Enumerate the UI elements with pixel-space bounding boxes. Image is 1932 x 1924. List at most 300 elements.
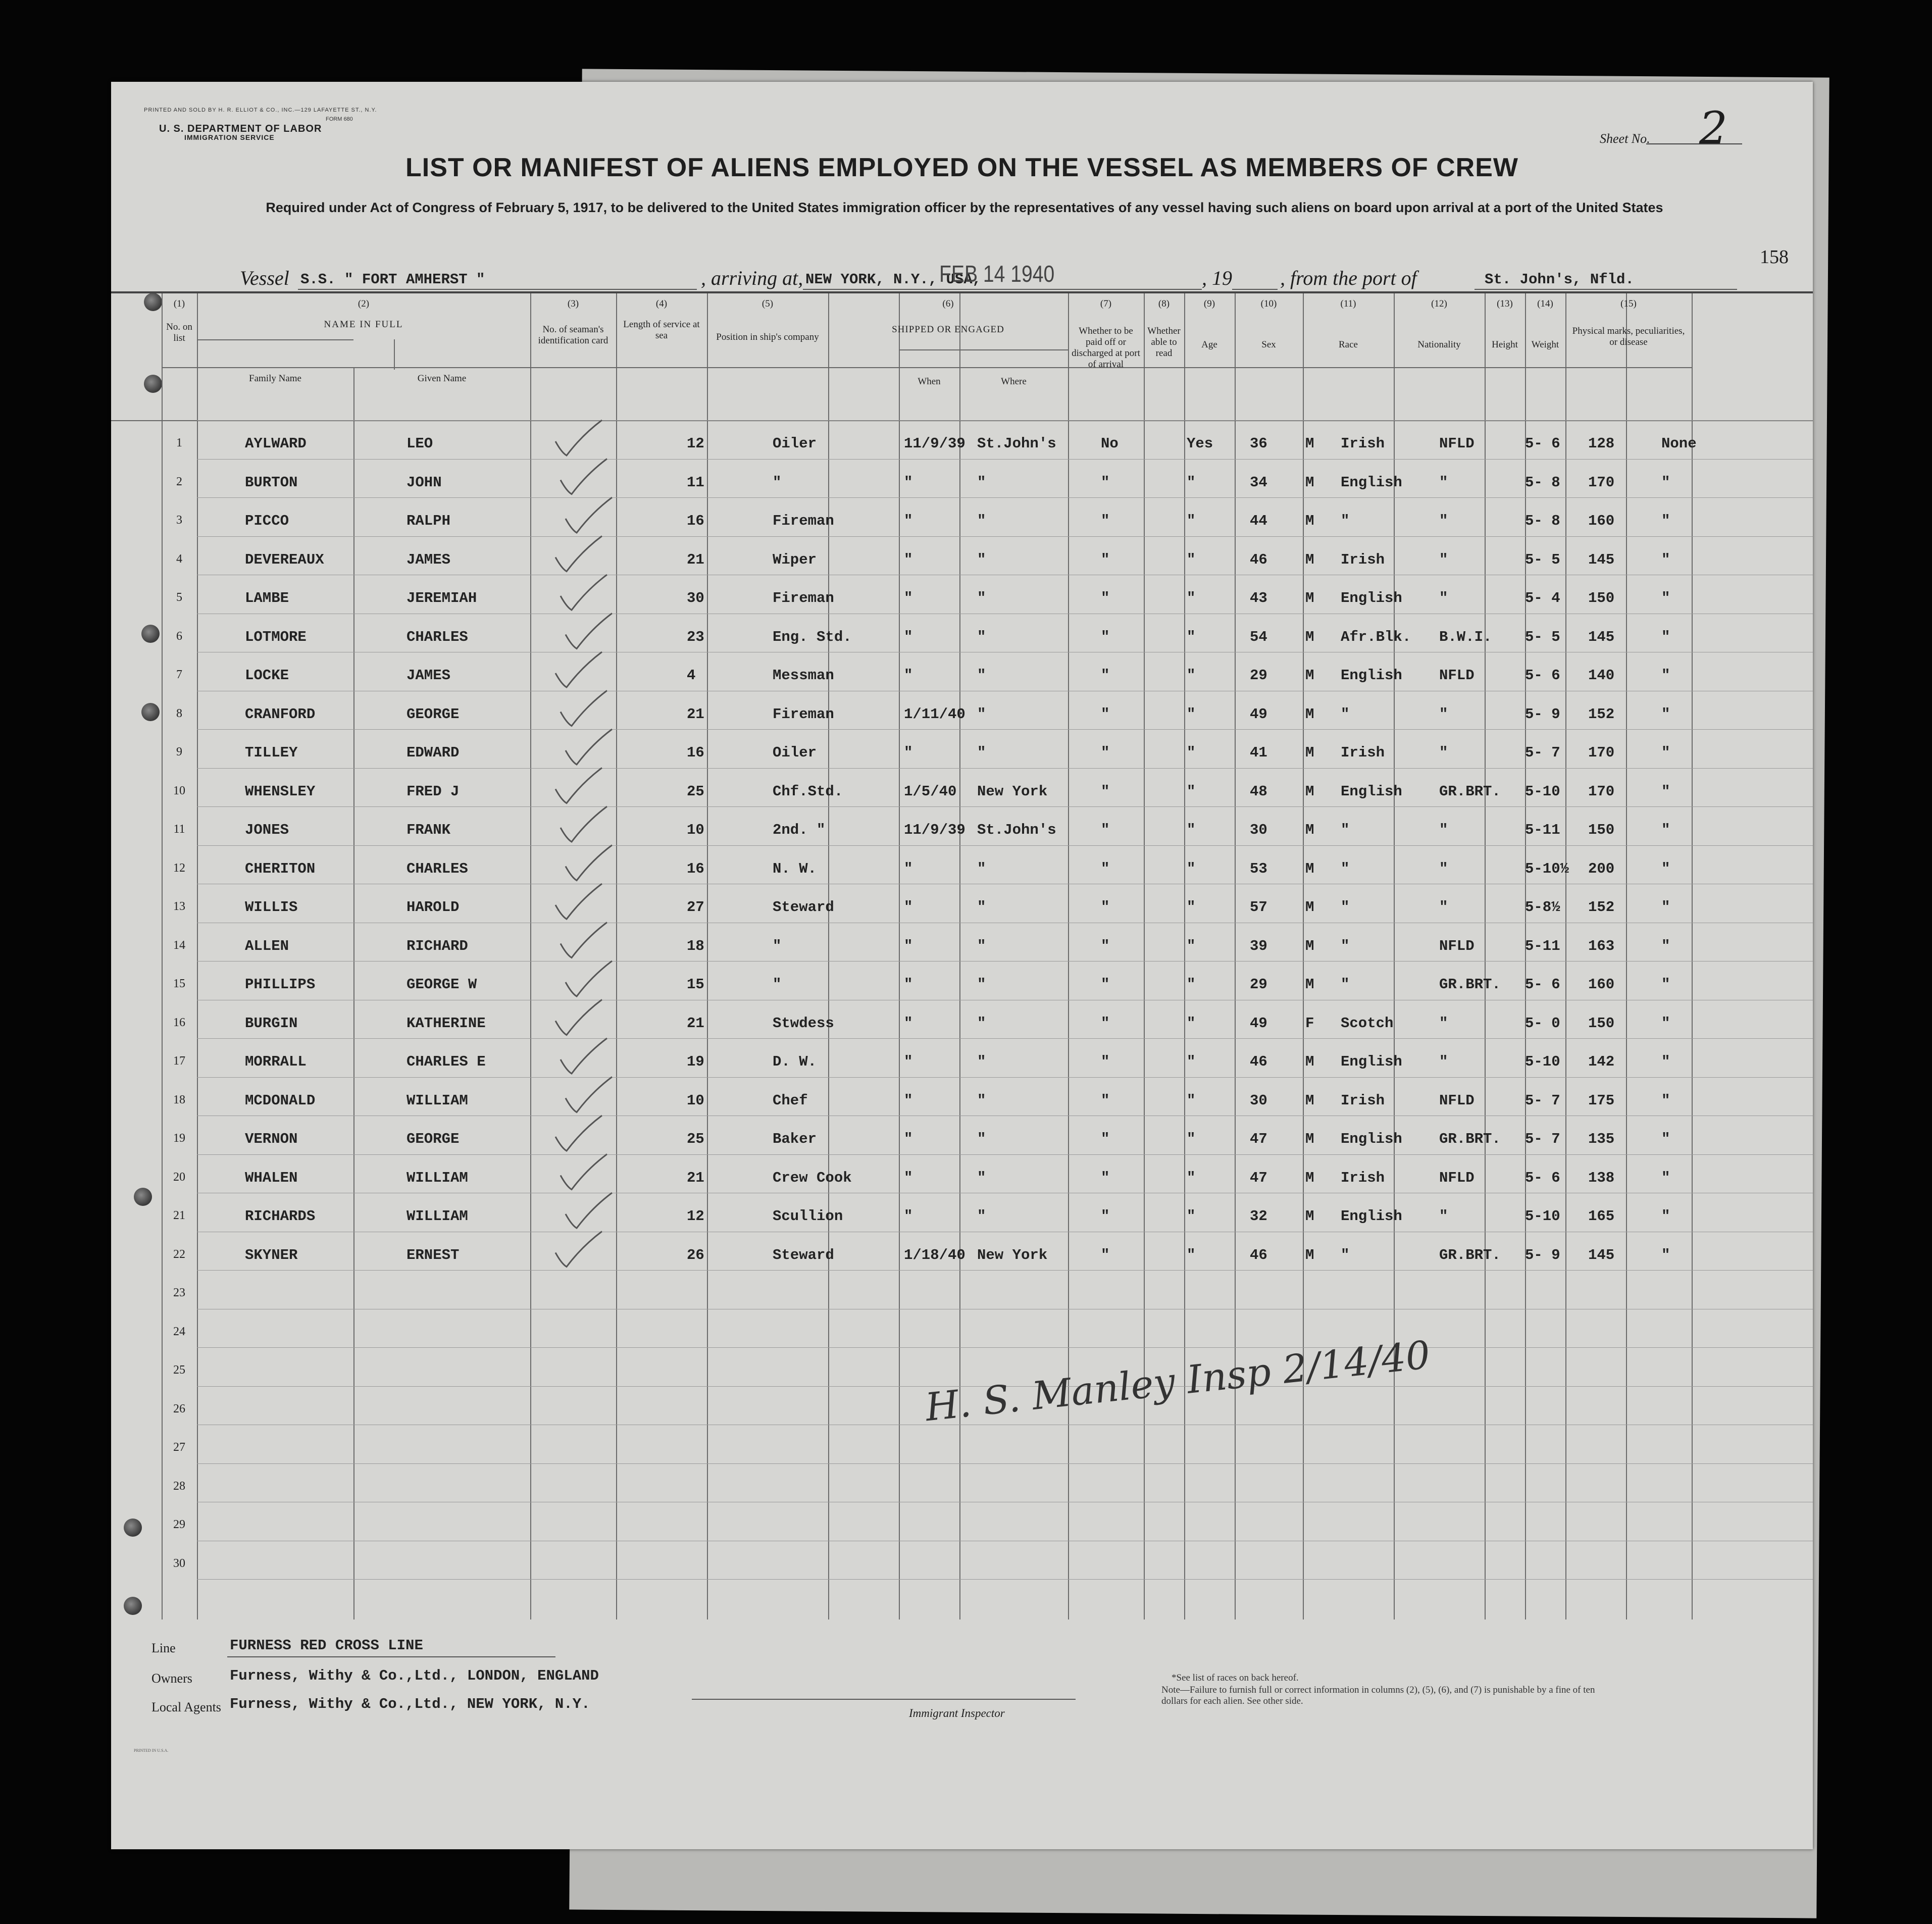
shipped-when: " (904, 899, 913, 916)
family-name: RICHARDS (245, 1208, 316, 1225)
paid-off: " (1101, 976, 1110, 993)
race: Afr.Blk. (1341, 628, 1411, 645)
able-to-read: " (1187, 822, 1196, 838)
age: 36 (1250, 435, 1267, 452)
given-name: JOHN (406, 474, 442, 491)
sex: F (1305, 1015, 1314, 1032)
physical-marks: " (1661, 474, 1670, 491)
paid-off: " (1101, 590, 1110, 606)
age: 47 (1250, 1131, 1267, 1147)
age: 47 (1250, 1169, 1267, 1186)
column-header-c12: Nationality (1417, 339, 1461, 350)
able-to-read: " (1187, 899, 1196, 916)
weight: 128 (1588, 435, 1615, 452)
column-header-c14: Weight (1531, 339, 1559, 350)
weight: 150 (1588, 822, 1615, 838)
sex: M (1305, 976, 1314, 993)
position: D. W. (773, 1053, 817, 1070)
height: 5- 6 (1525, 1169, 1560, 1186)
nationality: " (1439, 1015, 1448, 1032)
sex: M (1305, 744, 1314, 761)
able-to-read: " (1187, 976, 1196, 993)
physical-marks: " (1661, 976, 1670, 993)
position: Fireman (773, 705, 834, 723)
nationality: " (1439, 513, 1448, 529)
row-number: 14 (173, 938, 185, 952)
height: 5-11 (1525, 937, 1560, 954)
able-to-read: " (1187, 474, 1196, 491)
family-name: WHALEN (245, 1169, 298, 1186)
column-header-c9: Age (1201, 339, 1217, 350)
document-title: LIST OR MANIFEST OF ALIENS EMPLOYED ON THE VESSEL AS MEMBERS OF CREW (405, 153, 1518, 182)
nationality: NFLD (1439, 1092, 1475, 1109)
weight: 145 (1588, 551, 1615, 568)
given-name-header: Given Name (417, 373, 467, 384)
family-name: WHENSLEY (245, 783, 316, 800)
age: 41 (1250, 744, 1267, 761)
race: " (1341, 976, 1350, 993)
able-to-read: " (1187, 551, 1196, 568)
weight: 175 (1588, 1092, 1615, 1109)
age: 32 (1250, 1208, 1267, 1225)
paid-off: " (1101, 1053, 1110, 1070)
check-mark (566, 497, 612, 533)
weight: 150 (1588, 590, 1615, 606)
shipped-when: " (904, 1169, 913, 1186)
given-name: CHARLES (406, 628, 468, 645)
check-mark (566, 1077, 612, 1112)
physical-marks: " (1661, 667, 1670, 684)
paid-off: " (1101, 899, 1110, 916)
nationality: NFLD (1439, 667, 1475, 684)
given-name: FRANK (406, 822, 451, 838)
sex: M (1305, 822, 1314, 838)
physical-marks: " (1661, 1169, 1670, 1186)
physical-marks: " (1661, 1092, 1670, 1109)
weight: 170 (1588, 474, 1615, 491)
paid-off: " (1101, 551, 1110, 568)
weight: 163 (1588, 937, 1615, 954)
service-length: 11 (687, 474, 704, 491)
sex: M (1305, 551, 1314, 568)
paid-off: " (1101, 705, 1110, 723)
when-header: When (918, 376, 941, 387)
inspector-label: Immigrant Inspector (909, 1707, 1005, 1719)
position: N. W. (773, 860, 817, 877)
physical-marks: " (1661, 899, 1670, 916)
row-number: 24 (173, 1325, 185, 1338)
physical-marks: " (1661, 513, 1670, 529)
family-name: LOTMORE (245, 628, 307, 645)
row-number: 26 (173, 1402, 185, 1415)
nationality: " (1439, 1208, 1448, 1225)
column-header-c11: Race (1339, 339, 1358, 350)
weight: 170 (1588, 783, 1615, 800)
row-number: 2 (176, 475, 182, 488)
family-name: JONES (245, 822, 289, 838)
check-mark (561, 923, 607, 958)
service-length: 25 (687, 783, 704, 800)
sheet-number: 2 (1699, 102, 1727, 154)
row-number: 8 (176, 706, 182, 720)
weight: 170 (1588, 744, 1615, 761)
nationality: GR.BRT. (1439, 783, 1501, 800)
position: 2nd. " (773, 822, 826, 838)
check-mark (555, 536, 602, 572)
sex: M (1305, 1053, 1314, 1070)
shipped-when: 1/18/40 (904, 1246, 965, 1263)
paid-off: " (1101, 628, 1110, 645)
paid-off: " (1101, 1015, 1110, 1032)
weight: 165 (1588, 1208, 1615, 1225)
service-length: 19 (687, 1053, 704, 1070)
paid-off: " (1101, 474, 1110, 491)
nationality: B.W.I. (1439, 628, 1492, 645)
family-name: PHILLIPS (245, 976, 316, 993)
year-prefix: , 19 (1202, 267, 1232, 289)
sex: M (1305, 1246, 1314, 1263)
race: " (1341, 860, 1350, 877)
row-number: 16 (173, 1016, 185, 1029)
row-number: 27 (173, 1441, 185, 1454)
service-length: 10 (687, 822, 704, 838)
shipped-where: " (977, 513, 986, 529)
service-length: 21 (687, 1015, 704, 1032)
family-name: PICCO (245, 513, 289, 529)
able-to-read: " (1187, 667, 1196, 684)
nationality: " (1439, 590, 1448, 606)
service-length: 16 (687, 744, 704, 761)
height: 5- 5 (1525, 551, 1560, 568)
service-length: 21 (687, 551, 704, 568)
position: Steward (773, 1246, 834, 1263)
position: " (773, 937, 782, 954)
physical-marks: " (1661, 860, 1670, 877)
column-header-c13: Height (1492, 339, 1518, 350)
able-to-read: " (1187, 513, 1196, 529)
position: Chf.Std. (773, 783, 843, 800)
race: Irish (1341, 551, 1385, 568)
nationality: GR.BRT. (1439, 1131, 1501, 1147)
weight: 152 (1588, 705, 1615, 723)
shipped-when: 1/11/40 (904, 705, 965, 723)
position: Baker (773, 1131, 817, 1147)
shipped-when: " (904, 590, 913, 606)
row-number: 19 (173, 1132, 185, 1145)
given-name: RALPH (406, 513, 451, 529)
column-header-c15: Physical marks, peculiarities, or disease (1572, 326, 1685, 347)
height: 5- 5 (1525, 628, 1560, 645)
column-number-c12: (12) (1431, 298, 1447, 309)
weight: 140 (1588, 667, 1615, 684)
check-mark (555, 1232, 602, 1267)
family-name: MCDONALD (245, 1092, 316, 1109)
given-name: JAMES (406, 551, 451, 568)
check-mark (566, 1193, 612, 1228)
family-name: MORRALL (245, 1053, 307, 1070)
position: Fireman (773, 590, 834, 606)
height: 5- 4 (1525, 590, 1560, 606)
given-name: EDWARD (406, 744, 460, 761)
sex: M (1305, 705, 1314, 723)
arriving-underline (803, 289, 1202, 290)
date-stamp: FEB 14 1940 (939, 261, 1055, 287)
shipped-where: " (977, 705, 986, 723)
shipped-when: " (904, 513, 913, 529)
race: English (1341, 783, 1402, 800)
given-name: GEORGE (406, 705, 460, 723)
family-name: CRANFORD (245, 705, 316, 723)
service-length: 16 (687, 513, 704, 529)
race: Irish (1341, 1169, 1385, 1186)
department-name: U. S. DEPARTMENT OF LABOR (159, 123, 322, 134)
given-name: WILLIAM (406, 1169, 468, 1186)
from-underline (1475, 289, 1737, 290)
family-name: LAMBE (245, 590, 289, 606)
shipped-where: " (977, 1208, 986, 1225)
service-length: 4 (687, 667, 696, 684)
service-length: 21 (687, 1169, 704, 1186)
paid-off: " (1101, 1208, 1110, 1225)
position: Wiper (773, 551, 817, 568)
column-header-c10: Sex (1261, 339, 1276, 350)
able-to-read: " (1187, 1092, 1196, 1109)
height: 5- 8 (1525, 513, 1560, 529)
given-name: WILLIAM (406, 1092, 468, 1109)
vessel-line (111, 261, 1813, 291)
sex: M (1305, 435, 1314, 452)
weight: 160 (1588, 513, 1615, 529)
row-number: 28 (173, 1479, 185, 1493)
able-to-read: Yes (1187, 435, 1213, 452)
race: English (1341, 1208, 1402, 1225)
weight: 138 (1588, 1169, 1615, 1186)
check-mark (566, 961, 612, 996)
able-to-read: " (1187, 937, 1196, 954)
row-number: 9 (176, 745, 182, 758)
height: 5- 7 (1525, 1131, 1560, 1147)
sheet-underline (1646, 143, 1742, 144)
able-to-read: " (1187, 1053, 1196, 1070)
shipped-when: " (904, 667, 913, 684)
physical-marks: " (1661, 822, 1670, 838)
race: Irish (1341, 1092, 1385, 1109)
service-length: 15 (687, 976, 704, 993)
shipped-when: " (904, 860, 913, 877)
height: 5- 0 (1525, 1015, 1560, 1032)
check-mark (555, 768, 602, 803)
check-mark (555, 1000, 602, 1035)
owners-label: Owners (151, 1671, 192, 1686)
check-mark (566, 845, 612, 881)
service-length: 16 (687, 860, 704, 877)
age: 30 (1250, 822, 1267, 838)
shipped-where: " (977, 899, 986, 916)
age: 46 (1250, 551, 1267, 568)
check-mark (566, 614, 612, 649)
check-mark (561, 691, 607, 726)
age: 48 (1250, 783, 1267, 800)
shipped-when: " (904, 937, 913, 954)
able-to-read: " (1187, 783, 1196, 800)
column-number-c13: (13) (1497, 298, 1513, 309)
line-value: FURNESS RED CROSS LINE (230, 1637, 423, 1654)
column-header-c7: Whether to be paid off or discharged at port of arrival (1072, 326, 1140, 370)
shipped-when: " (904, 474, 913, 491)
column-number-c14: (14) (1537, 298, 1553, 309)
given-name: CHARLES E (406, 1053, 486, 1070)
service-length: 25 (687, 1131, 704, 1147)
printed-mark: PRINTED IN U.S.A. (134, 1748, 169, 1753)
agents-value: Furness, Withy & Co.,Ltd., NEW YORK, N.Y. (230, 1696, 590, 1712)
age: 53 (1250, 860, 1267, 877)
family-name: CHERITON (245, 860, 316, 877)
paid-off: " (1101, 1169, 1110, 1186)
given-name: RICHARD (406, 937, 468, 954)
paid-off: " (1101, 937, 1110, 954)
race: Irish (1341, 435, 1385, 452)
nationality: " (1439, 860, 1448, 877)
line-label: Line (151, 1641, 176, 1655)
shipped-when: " (904, 976, 913, 993)
age: 49 (1250, 705, 1267, 723)
column-header-c8: Whether able to read (1147, 326, 1181, 359)
able-to-read: " (1187, 1169, 1196, 1186)
sex: M (1305, 1169, 1314, 1186)
paid-off: " (1101, 1246, 1110, 1263)
paid-off: " (1101, 744, 1110, 761)
able-to-read: " (1187, 705, 1196, 723)
position: Crew Cook (773, 1169, 852, 1186)
sex: M (1305, 474, 1314, 491)
position: Oiler (773, 435, 817, 452)
height: 5-10 (1525, 783, 1560, 800)
race: English (1341, 1131, 1402, 1147)
sex: M (1305, 1131, 1314, 1147)
column-header-c4: Length of service at sea (623, 319, 700, 341)
race: " (1341, 1246, 1350, 1263)
able-to-read: " (1187, 1131, 1196, 1147)
arriving-port: NEW YORK, N.Y., USA, (805, 271, 982, 288)
paid-off: " (1101, 783, 1110, 800)
position: Steward (773, 899, 834, 916)
shipped-where: " (977, 667, 986, 684)
line-underline (227, 1656, 555, 1657)
sex: M (1305, 590, 1314, 606)
column-number-c4: (4) (655, 298, 668, 309)
able-to-read: " (1187, 628, 1196, 645)
physical-marks: " (1661, 744, 1670, 761)
physical-marks: " (1661, 1208, 1670, 1225)
given-name: GEORGE (406, 1131, 460, 1147)
age: 49 (1250, 1015, 1267, 1032)
service-length: 12 (687, 1208, 704, 1225)
family-name: TILLEY (245, 744, 298, 761)
race: " (1341, 899, 1350, 916)
able-to-read: " (1187, 590, 1196, 606)
position: Oiler (773, 744, 817, 761)
row-number: 10 (173, 784, 185, 797)
shipped-where: " (977, 551, 986, 568)
able-to-read: " (1187, 860, 1196, 877)
race: English (1341, 1053, 1402, 1070)
nationality: NFLD (1439, 1169, 1475, 1186)
check-mark (561, 575, 607, 610)
column-number-c10: (10) (1260, 298, 1277, 309)
physical-marks: " (1661, 1246, 1670, 1263)
service-length: 27 (687, 899, 704, 916)
age: 46 (1250, 1246, 1267, 1263)
races-note: *See list of races on back hereof. (1172, 1673, 1299, 1683)
row-number: 12 (173, 861, 185, 875)
service-length: 30 (687, 590, 704, 606)
sex: M (1305, 1208, 1314, 1225)
shipped-where: " (977, 590, 986, 606)
sex: M (1305, 937, 1314, 954)
shipped-where: St.John's (977, 822, 1056, 838)
shipped-when: 11/9/39 (904, 822, 965, 838)
physical-marks: " (1661, 551, 1670, 568)
service-length: 18 (687, 937, 704, 954)
inspector-signature: H. S. Manley Insp 2/14/40 (923, 1332, 1433, 1430)
age: 57 (1250, 899, 1267, 916)
paid-off: No (1101, 435, 1118, 452)
sex: M (1305, 667, 1314, 684)
paid-off: " (1101, 860, 1110, 877)
age: 46 (1250, 1053, 1267, 1070)
shipped-where: " (977, 628, 986, 645)
column-header-c5: Position in ship's company (716, 332, 819, 342)
row-number: 3 (176, 514, 182, 527)
arriving-label: , arriving at, (701, 267, 803, 289)
service-name: IMMIGRATION SERVICE (184, 133, 275, 141)
shipped-when: " (904, 1092, 913, 1109)
row-number: 5 (176, 591, 182, 604)
able-to-read: " (1187, 1015, 1196, 1032)
shipped-where: " (977, 744, 986, 761)
check-mark (561, 1154, 607, 1190)
shipped-where: " (977, 1015, 986, 1032)
row-number: 13 (173, 900, 185, 913)
column-number-c11: (11) (1340, 298, 1356, 309)
weight: 160 (1588, 976, 1615, 993)
physical-marks: " (1661, 590, 1670, 606)
row-number: 22 (173, 1247, 185, 1261)
race: " (1341, 822, 1350, 838)
height: 5-11 (1525, 822, 1560, 838)
position: Chef (773, 1092, 808, 1109)
owners-value: Furness, Withy & Co.,Ltd., LONDON, ENGLAND (230, 1667, 599, 1684)
nationality: NFLD (1439, 435, 1475, 452)
paid-off: " (1101, 667, 1110, 684)
nationality: " (1439, 822, 1448, 838)
nationality: " (1439, 474, 1448, 491)
column-number-c3: (3) (567, 298, 579, 309)
shipped-where: St.John's (977, 435, 1056, 452)
row-number: 1 (176, 436, 182, 449)
weight: 142 (1588, 1053, 1615, 1070)
row-number: 6 (176, 629, 182, 643)
nationality: " (1439, 744, 1448, 761)
given-name: JAMES (406, 667, 451, 684)
height: 5- 9 (1525, 705, 1560, 723)
row-number: 18 (173, 1093, 185, 1106)
nationality: " (1439, 551, 1448, 568)
height: 5- 7 (1525, 744, 1560, 761)
row-number: 7 (176, 668, 182, 681)
shipped-where: " (977, 1053, 986, 1070)
position: Scullion (773, 1208, 843, 1225)
